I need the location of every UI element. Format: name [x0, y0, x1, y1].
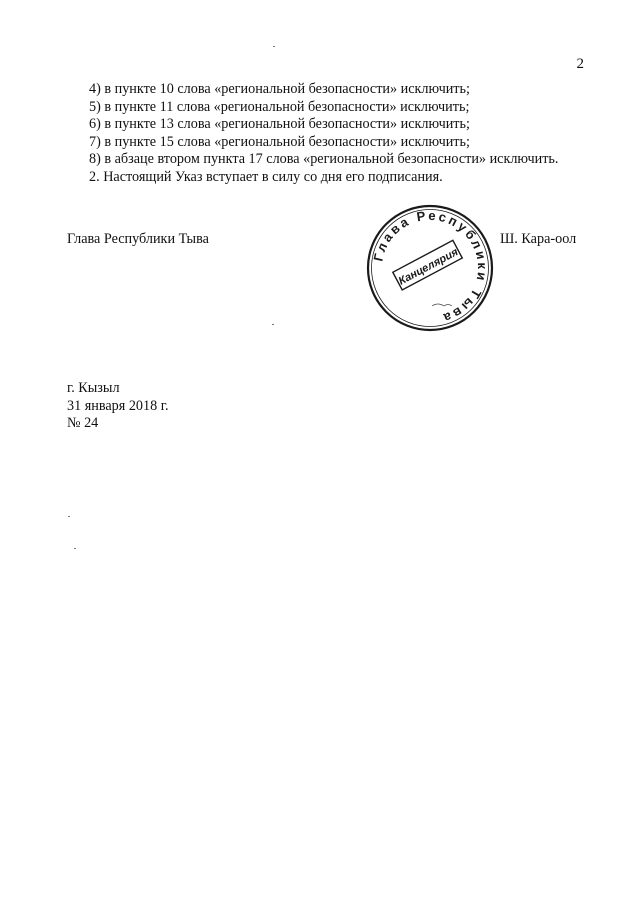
decree-number: № 24	[67, 415, 99, 431]
signer-name: Ш. Кара-оол	[500, 231, 577, 247]
list-item: 7) в пункте 15 слова «региональной безопасности» исключить;	[89, 133, 470, 150]
scan-speck	[273, 46, 275, 47]
list-item: 4) в пункте 10 слова «региональной безопасности» исключить;	[89, 81, 470, 97]
scan-speck	[272, 324, 274, 325]
list-item: 5) в пункте 11 слова «региональной безопасности» исключить;	[89, 98, 470, 115]
scan-speck	[74, 548, 76, 549]
signer-title: Глава Республики Тыва	[67, 231, 209, 247]
list-item: 8) в абзаце втором пункта 17 слова «региональной безопасности» исключить.	[89, 151, 559, 168]
official-seal	[362, 200, 498, 336]
list-item: 6) в пункте 13 слова «региональной безопасности» исключить;	[89, 116, 470, 133]
page-number: 2	[576, 56, 584, 72]
scan-speck	[68, 516, 70, 517]
seal-center-text: Канцелярия	[396, 246, 461, 288]
effective-clause: 2. Настоящий Указ вступает в силу со дня его подписания.	[89, 168, 443, 185]
seal-ring-text: Глава Республики Тыва	[370, 207, 491, 327]
date: 31 января 2018 г.	[67, 397, 169, 414]
place: г. Кызыл	[67, 380, 120, 396]
decree-text	[70, 81, 610, 187]
place-date-block	[67, 380, 169, 433]
